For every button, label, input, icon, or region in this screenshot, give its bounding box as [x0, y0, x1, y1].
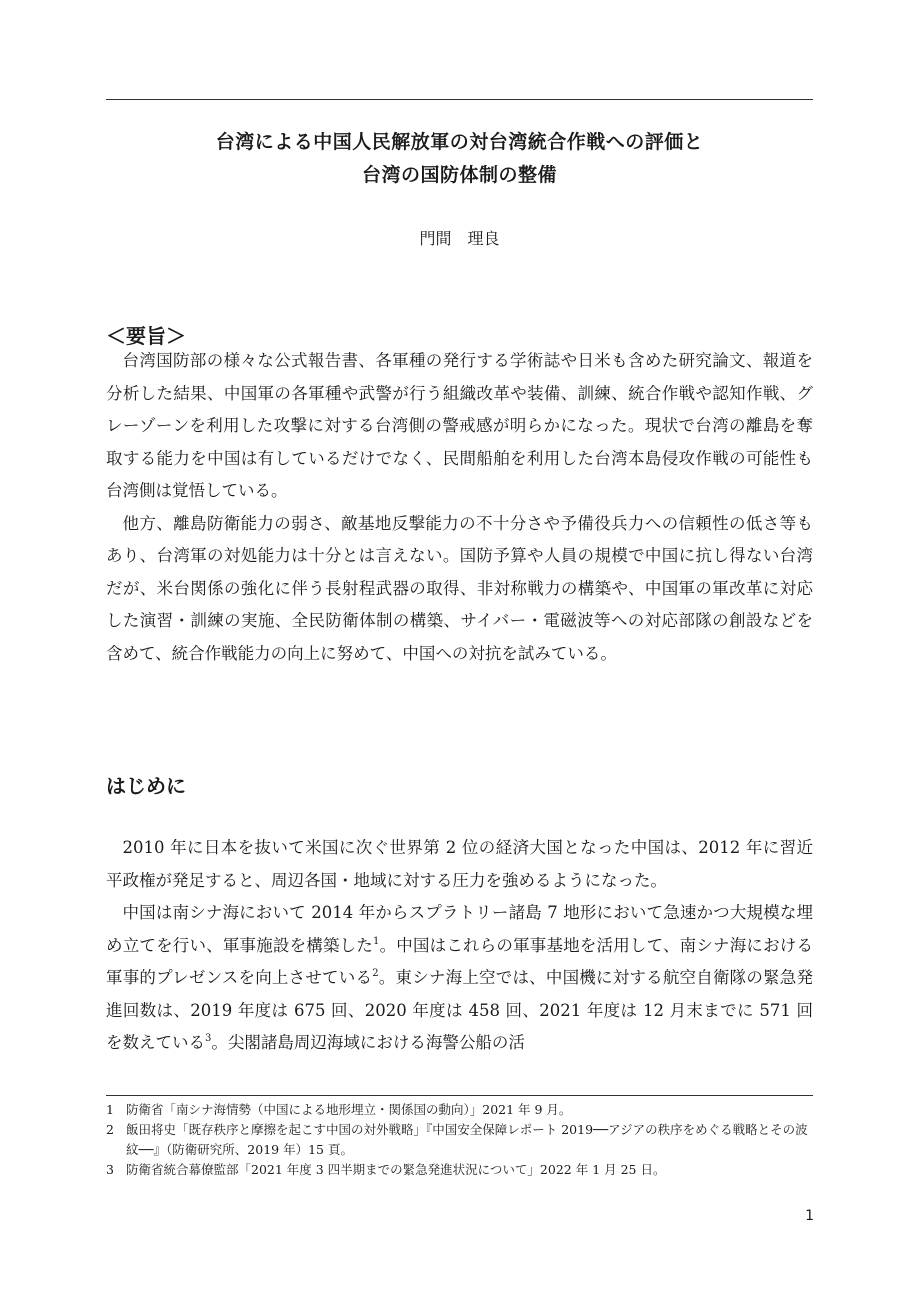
footnote-2: [106, 1120, 813, 1160]
intro-text-segment: 。尖閣諸島周辺海域における海警公船の活: [211, 1033, 525, 1052]
abstract-paragraph-1: 台湾国防部の様々な公式報告書、各軍種の発行する学術誌や日米も含めた研究論文、報道を分析した結果、中国軍の各軍種や武警が行う組織改革や装備、訓練、統合作戦や認知作戦、グレーゾーンを利用した攻撃に対する台湾側の警戒感が明らかになった。現状で台湾の離島を奪取する能力を中国は有しているだけでなく、民間船舶を利用した台湾本島侵攻作戦の可能性も台湾側は覚悟している。: [106, 351, 813, 500]
intro-paragraph-2: [106, 897, 813, 1060]
article-title-line-1: 台湾による中国人民解放軍の対台湾統合作戦への評価と: [215, 131, 704, 153]
author-name: 門間 理良: [419, 229, 500, 248]
footnote-number: 3: [106, 1162, 114, 1177]
footnotes: [106, 1100, 813, 1180]
footnote-ref-1[interactable]: 1: [373, 935, 380, 947]
section-heading-introduction: はじめに: [106, 774, 186, 798]
header-rule: [106, 99, 813, 100]
footnote-number: 1: [106, 1102, 114, 1117]
footnote-text: 防衛省統合幕僚監部「2021 年度 3 四半期までの緊急発進状況について」2022 年 1 月 25 日。: [126, 1162, 666, 1177]
page-number: 1: [805, 1208, 814, 1224]
footnote-1: [106, 1100, 813, 1120]
footnote-ref-2[interactable]: 2: [372, 968, 379, 979]
intro-text-segment: 。中国はこれらの軍事基地を活用して、南シナ海における軍事的プレゼンスを向上させている: [106, 935, 813, 987]
footnote-ref-3[interactable]: 3: [205, 1033, 212, 1044]
abstract-paragraph-2: 他方、離島防衛能力の弱さ、敵基地反撃能力の不十分さや予備役兵力への信頼性の低さ等もあり、台湾軍の対処能力は十分とは言えない。国防予算や人員の規模で中国に抗し得ない台湾だが、米台関係の強化に伴う長射程武器の取得、非対称戦力の構築や、中国軍の軍改革に対応した演習・訓練の実施、全民防衛体制の構築、サイバー・電磁波等への対応部隊の創設などを含めて、統合作戦能力の向上に努めて、中国への対抗を試みている。: [106, 513, 813, 663]
footnote-number: 2: [106, 1122, 114, 1137]
article-title-line-2: 台湾の国防体制の整備: [361, 164, 557, 186]
footnote-rule: [106, 1095, 813, 1096]
footnote-text: 防衛省「南シナ海情勢（中国による地形埋立・関係国の動向）」2021 年 9 月。: [126, 1102, 572, 1117]
intro-text-segment: 。東シナ海上空では、中国機に対する航空自衛隊の緊急発進回数は、2019 年度は 675 回、2020 年度は 458 回、2021 年度は 12 月末までに 571 回を数えている: [106, 968, 813, 1052]
intro-text-segment: 中国は南シナ海において 2014 年からスプラトリー諸島 7 地形において急速かつ大規模な埋め立てを行い、軍事施設を構築した: [106, 903, 813, 955]
introduction-body: [106, 832, 813, 1060]
footnote-text: 飯田将史「既存秩序と摩擦を起こす中国の対外戦略」『中国安全保障レポート 2019──アジアの秩序をめぐる戦略とその波紋──』（防衛研究所、2019 年）15 頁。: [126, 1122, 808, 1157]
footnote-3: [106, 1160, 813, 1180]
abstract-body: [106, 345, 813, 670]
abstract-heading: ＜要旨＞: [106, 324, 186, 348]
intro-paragraph-1: 2010 年に日本を抜いて米国に次ぐ世界第 2 位の経済大国となった中国は、2012 年に習近平政権が発足すると、周辺各国・地域に対する圧力を強めるようになった。: [106, 838, 813, 890]
